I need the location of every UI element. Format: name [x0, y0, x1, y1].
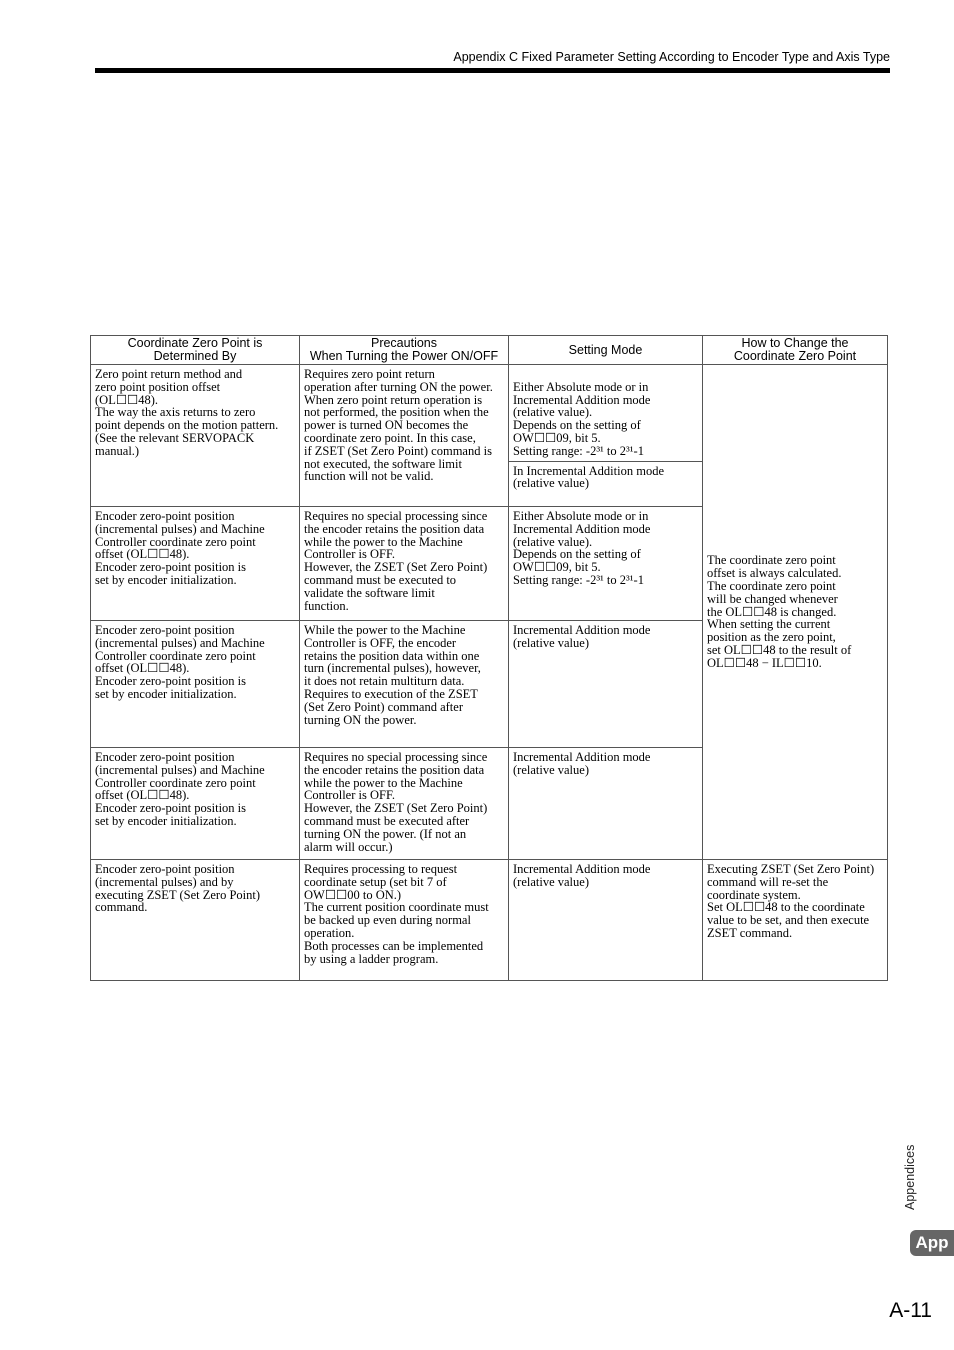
header-rule — [95, 68, 890, 73]
setting-range-text: Setting range: -2³¹ to 2³¹-1 — [513, 443, 644, 458]
cell-precautions: Requires zero point return operation after turning ON the power. When zero point return operation is not performed, the position when the power is turned ON becomes the coordinate zero point. In this case, if ZSET (Set Zero Point) command is not executed, the software limit function will not be valid. — [300, 365, 509, 507]
section-side-label: Appendices — [903, 1144, 917, 1210]
cell-precautions: Requires processing to request coordinate setup (set bit 7 of OW☐☐00 to ON.) The current position coordinate must be backed up even during normal operation. Both processes can be implemented by using a ladder program. — [300, 859, 509, 980]
cell-precautions: Requires no special processing since the encoder retains the position data while the power to the Machine Controller is OFF. However, the ZSET (Set Zero Point) command must be executed to validate the software limit function. — [300, 506, 509, 620]
cell-setting-mode: Incremental Addition mode (relative value) — [509, 620, 703, 747]
setting-range-text: Setting range: -2³¹ to 2³¹-1 — [513, 572, 644, 587]
setting-mode-incremental: In Incremental Addition mode (relative value) — [513, 463, 665, 491]
cell-how-to-change: Executing ZSET (Set Zero Point) command will re-set the coordinate system. Set OL☐☐48 to the coordinate value to be set, and then execute ZSET command. — [703, 859, 888, 980]
appendix-tab-badge: App — [910, 1230, 954, 1256]
cell-setting-mode: Incremental Addition mode (relative value) — [509, 747, 703, 859]
running-header: Appendix C Fixed Parameter Setting According to Encoder Type and Axis Type — [453, 50, 890, 64]
cell-setting-mode: Incremental Addition mode (relative value) — [509, 859, 703, 980]
cell-setting-mode — [509, 365, 703, 507]
cell-determined-by: Encoder zero-point position (incremental pulses) and by executing ZSET (Set Zero Point) command. — [91, 859, 300, 980]
column-header-how-to-change: How to Change the Coordinate Zero Point — [703, 336, 888, 365]
table-row — [91, 859, 888, 980]
cell-determined-by: Zero point return method and zero point position offset (OL☐☐48). The way the axis returns to zero point depends on the motion pattern. (See the relevant SERVOPACK manual.) — [91, 365, 300, 507]
setting-mode-absolute-or-incremental — [509, 378, 702, 462]
column-header-determined-by: Coordinate Zero Point is Determined By — [91, 336, 300, 365]
column-header-precautions: Precautions When Turning the Power ON/OFF — [300, 336, 509, 365]
setting-mode-text: Either Absolute mode or in Incremental Addition mode (relative value). Depends on the setting of OW☐☐09, bit 5. — [513, 379, 651, 445]
table-row — [91, 365, 888, 507]
cell-determined-by: Encoder zero-point position (incremental pulses) and Machine Controller coordinate zero point offset (OL☐☐48). Encoder zero-point position is set by encoder initialization. — [91, 620, 300, 747]
coordinate-zero-point-table — [90, 335, 888, 981]
table-header-row — [91, 336, 888, 365]
cell-precautions: While the power to the Machine Controller is OFF, the encoder retains the position data within one turn (incremental pulses), however, it does not retain multiturn data. Requires to execution of the ZSET (Set Zero Point) command after turning ON the power. — [300, 620, 509, 747]
setting-mode-text: Either Absolute mode or in Incremental Addition mode (relative value). Depends on the setting of OW☐☐09, bit 5. — [513, 508, 651, 575]
cell-how-to-change-merged: The coordinate zero point offset is always calculated. The coordinate zero point will be changed whenever the OL☐☐48 is changed. When setting the current position as the zero point, set OL☐☐48 to the result of OL☐☐48 − IL☐☐10. — [703, 365, 888, 860]
cell-precautions: Requires no special processing since the encoder retains the position data while the power to the Machine Controller is OFF. However, the ZSET (Set Zero Point) command must be executed after turning ON the power. (If not an alarm will occur.) — [300, 747, 509, 859]
column-header-setting-mode: Setting Mode — [509, 336, 703, 365]
cell-setting-mode — [509, 506, 703, 620]
cell-determined-by: Encoder zero-point position (incremental pulses) and Machine Controller coordinate zero point offset (OL☐☐48). Encoder zero-point position is set by encoder initialization. — [91, 506, 300, 620]
cell-determined-by: Encoder zero-point position (incremental pulses) and Machine Controller coordinate zero point offset (OL☐☐48). Encoder zero-point position is set by encoder initialization. — [91, 747, 300, 859]
page-number: A-11 — [889, 1299, 932, 1322]
